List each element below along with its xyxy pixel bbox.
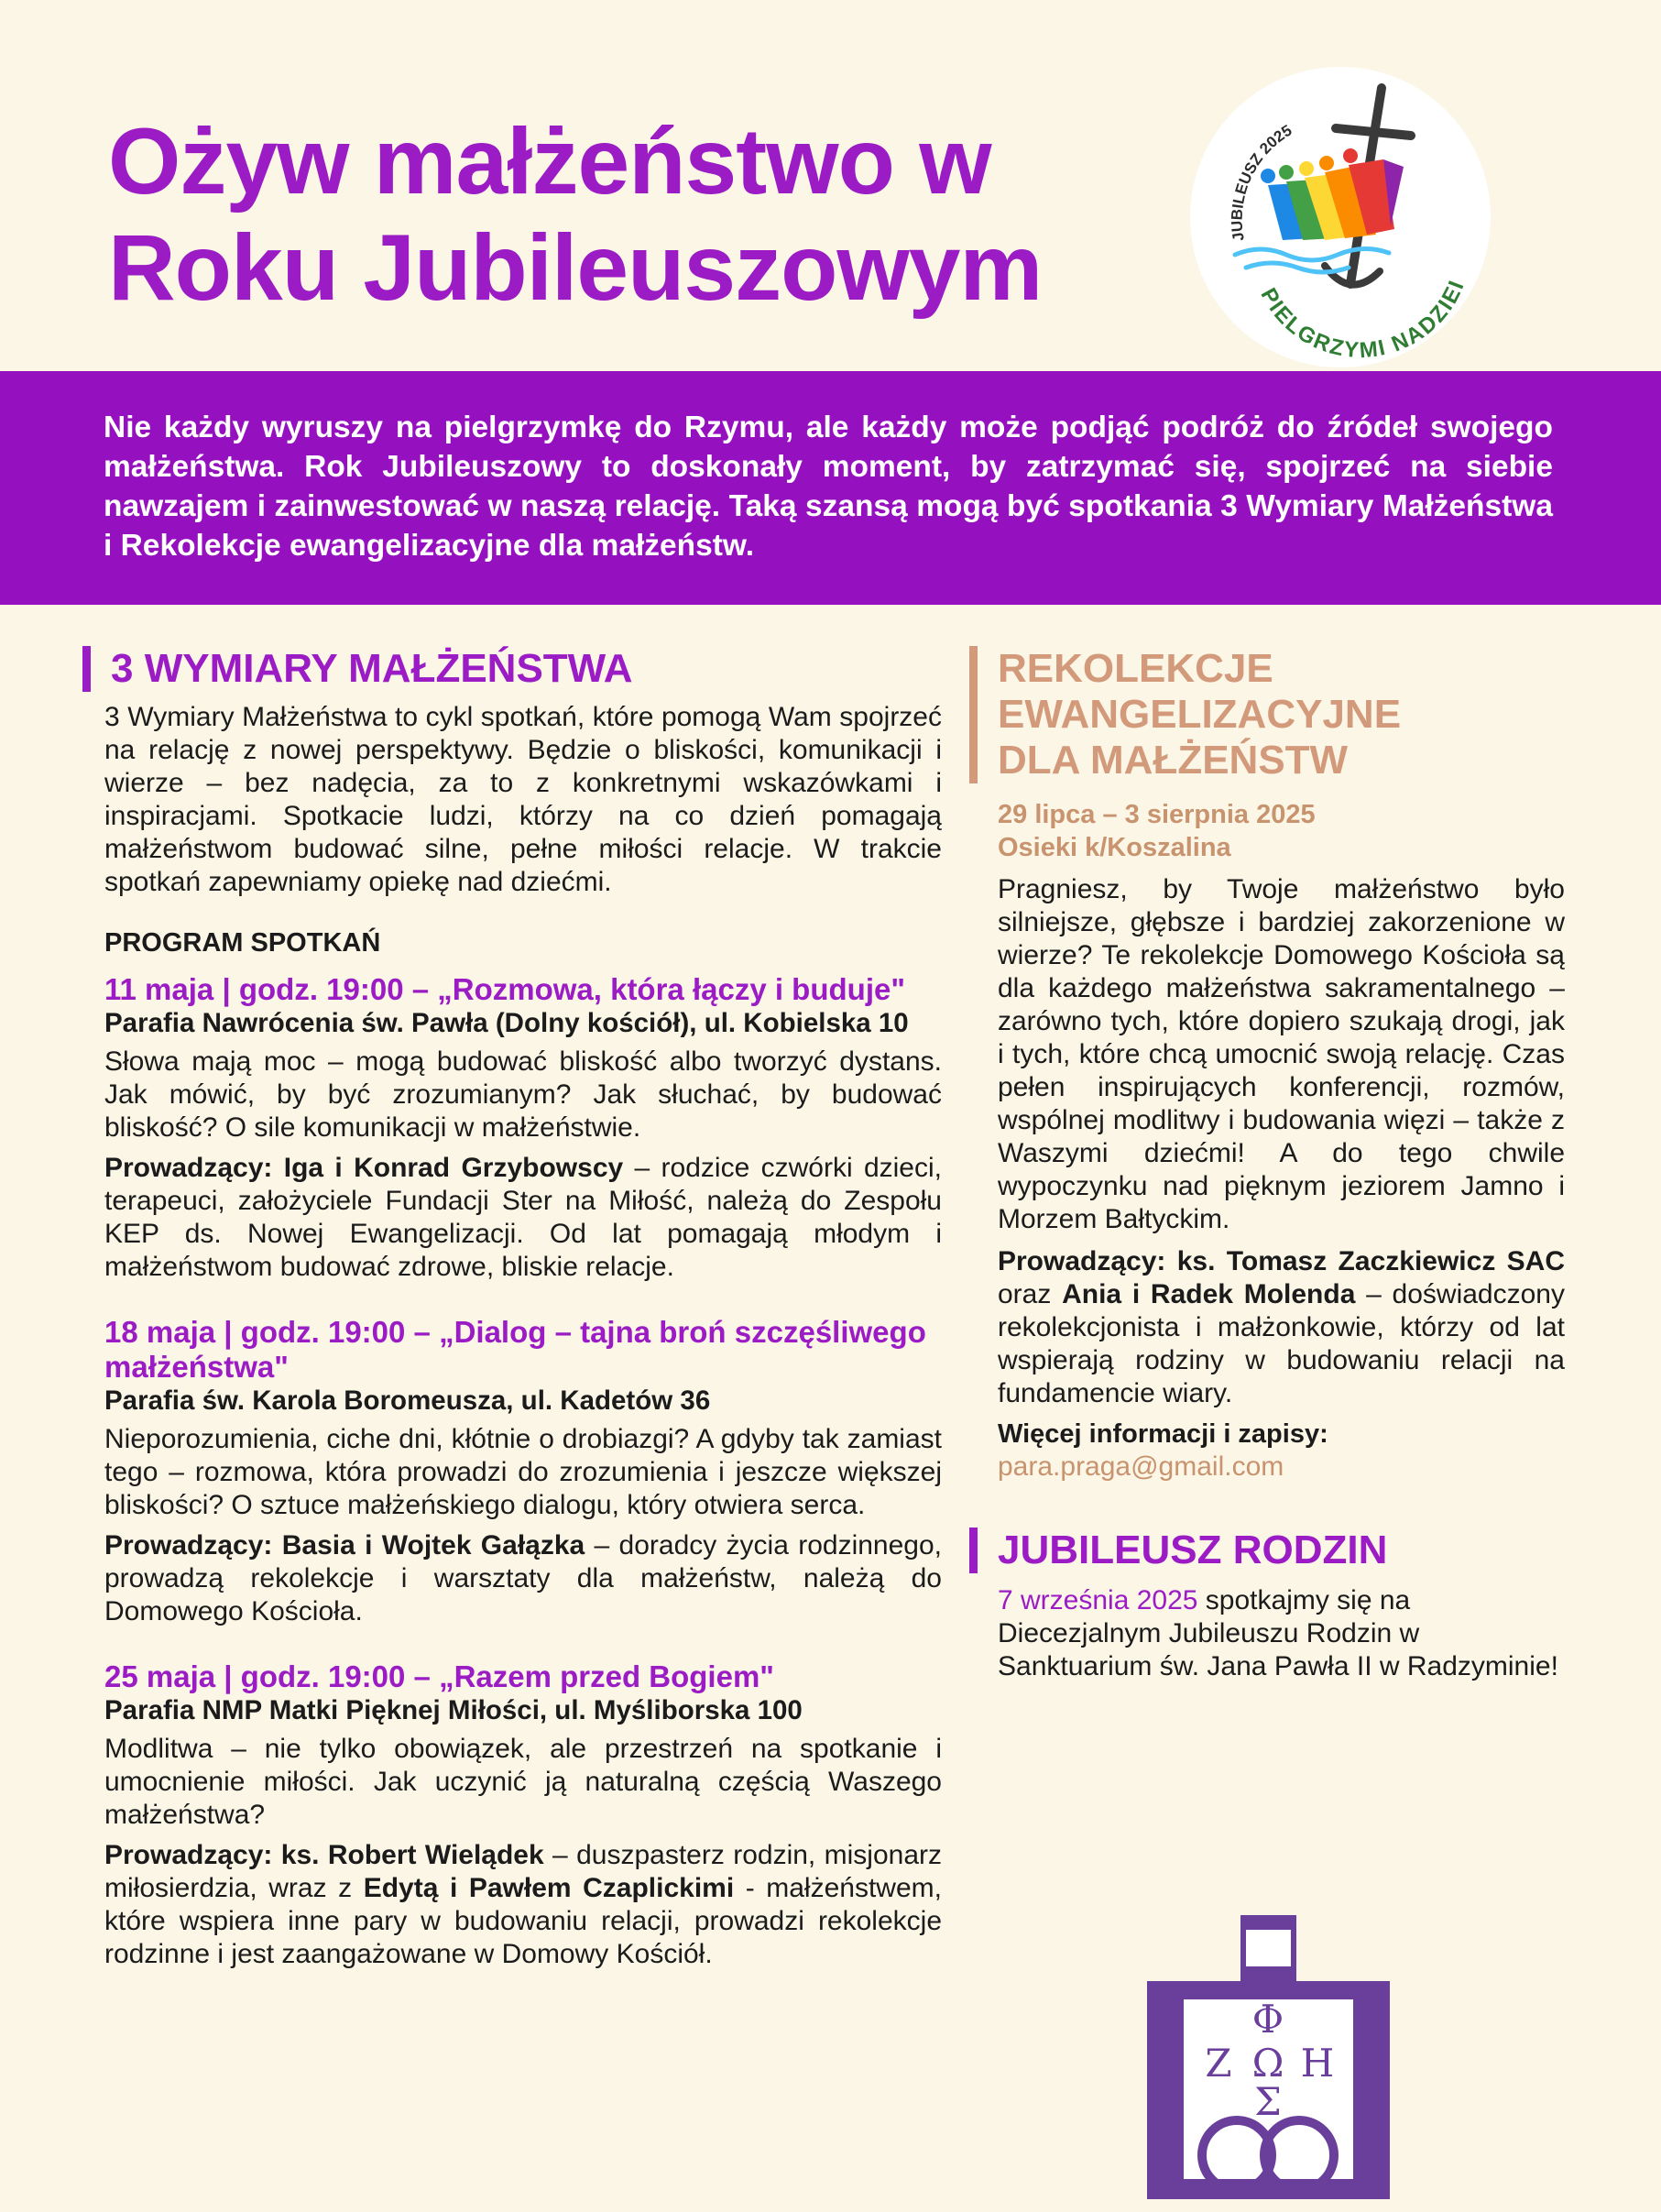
lead-name-1: ks. Tomasz Zaczkiewicz SAC [1176, 1246, 1565, 1276]
rekolekcje-heading-line-3: DLA MAŁŻEŃSTW [998, 738, 1349, 783]
rekolekcje-description: Pragniesz, by Twoje małżeństwo było silniejsze, głębsze i bardziej zakorzenione w wierze? Te rekolekcje Domowego Kościoła są dla każdego małżeństwa sakramentalnego – zarówno tych, które dopiero szukają drogi, jak i tych, które chcą umocnić swoją relację. Czas pełen inspirujących konferencji, rozmów, wspólnej modlitwy i budowania więzi – także z Waszymi dziećmi! A do tego chwile wypoczynku nad pięknym jeziorem Jamno i Morzem Bałtyckim. [998, 874, 1565, 1234]
jubileusz-text [969, 1584, 1565, 1683]
lead-description-2: - małżeństwem, które wspiera inne pary w budowaniu relacji, prowadzi rekolekcje rodzinne i jest zaangażowane w Domowy Kościół. [104, 1873, 942, 1969]
lead-names: Basia i Wojtek Gałązka [281, 1530, 585, 1560]
page-title [108, 108, 1042, 321]
logo-bottom-text: PIELGRZYMI NADZIEI [1255, 276, 1470, 364]
event-title: 18 maja | godz. 19:00 – „Dialog – tajna broń szczęśliwego małżeństwa" [104, 1315, 926, 1384]
event-title: 25 maja | godz. 19:00 – „Razem przed Bogiem" [104, 1659, 774, 1693]
logo-top-text: JUBILEUSZ 2025 [1228, 121, 1295, 243]
lead-description: – rodzice czwórki dzieci, terapeuci, założyciele Fundacji Ster na Miłość, należą do Zespołu KEP ds. Nowej Ewangelizacji. Od lat pomagają młodym i małżeństwom budować zdrowe, bliskie relacje. [104, 1153, 942, 1282]
domowy-kosciol-logo [1147, 1915, 1390, 2199]
jubilee-2025-logo [1187, 64, 1493, 370]
event-lead [104, 1529, 942, 1628]
title-line-2: Roku Jubileuszowym [108, 215, 1043, 320]
jubileusz-date: 7 września 2025 [998, 1585, 1198, 1615]
event-card [82, 1315, 942, 1628]
title-line-1: Ożyw małżeństwo w [108, 109, 991, 214]
lead-description: – doradcy życia rodzinnego, prowadzą rekolekcje i warsztaty dla małżeństw, należą do Domowego Kościoła. [104, 1530, 942, 1626]
jubileusz-body: spotkajmy się na Diecezjalnym Jubileuszu Rodzin w Sanktuarium św. Jana Pawła II w Radzyminie! [998, 1585, 1558, 1681]
event-place: Parafia Nawrócenia św. Pawła (Dolny kościół), ul. Kobielska 10 [104, 1008, 909, 1038]
rekolekcje-heading [969, 646, 1565, 783]
rekolekcje-heading-line-1: REKOLEKCJE [998, 646, 1273, 691]
lead-and: oraz [998, 1279, 1063, 1309]
rekolekcje-date: 29 lipca – 3 sierpnia 2025 [998, 800, 1316, 829]
lead-names: ks. Robert Wielądek [280, 1840, 544, 1870]
rekolekcje-section [969, 646, 1565, 1683]
intro-banner [0, 371, 1661, 605]
lead-description: – doświadczony rekolekcjonista i małżonkowie, którzy od lat wspierają rodziny w budowaniu relacji na fundamencie wiary. [998, 1279, 1565, 1408]
event-title: 11 maja | godz. 19:00 – „Rozmowa, która łączy i buduje" [104, 972, 905, 1006]
rekolekcje-heading-line-2: EWANGELIZACYJNE [998, 692, 1402, 737]
event-lead [104, 1839, 942, 1971]
event-place: Parafia NMP Matki Pięknej Miłości, ul. Myśliborska 100 [104, 1695, 803, 1725]
email-link[interactable]: para.praga@gmail.com [998, 1451, 1284, 1482]
event-place: Parafia św. Karola Boromeusza, ul. Kadetów 36 [104, 1385, 711, 1416]
lead-label: Prowadzący: [104, 1153, 273, 1183]
letter-zeta: Ζ [1205, 2041, 1232, 2086]
letter-eta: Η [1300, 2041, 1335, 2086]
event-lead [104, 1152, 942, 1284]
wymiary-section [82, 646, 942, 1971]
intro-text: Nie każdy wyruszy na pielgrzymkę do Rzymu, ale każdy może podjąć podróż do źródeł swojego małżeństwa. Rok Jubileuszowy to doskonały moment, by zatrzymać się, spojrzeć na siebie nawzajem i zainwestować w naszą relację. Taką szansą mogą być spotkania 3 Wymiary Małżeństwa i Rekolekcje ewangelizacyjne dla małżeństw. [104, 411, 1553, 563]
rekolekcje-lead [998, 1245, 1565, 1410]
lead-names: Iga i Konrad Grzybowscy [283, 1153, 624, 1183]
rekolekcje-place: Osieki k/Koszalina [998, 833, 1231, 862]
lead-name-2: Ania i Radek Molenda [1062, 1279, 1356, 1309]
lead-label: Prowadzący: [104, 1840, 273, 1870]
event-card [82, 972, 942, 1284]
lead-label: Prowadzący: [998, 1246, 1166, 1276]
jubileusz-heading: JUBILEUSZ RODZIN [969, 1528, 1565, 1573]
house-chimney [1246, 1930, 1291, 1966]
letter-sigma: Σ [1254, 2079, 1282, 2124]
wymiary-heading: 3 WYMIARY MAŁŻEŃSTWA [82, 646, 942, 692]
lead-label: Prowadzący: [104, 1530, 273, 1560]
lead-names-2: Edytą i Pawłem Czaplickimi [363, 1873, 735, 1903]
wymiary-intro: 3 Wymiary Małżeństwa to cykl spotkań, które pomogą Wam spojrzeć na relację z nowej perspektywy. Będzie o bliskości, komunikacji i wierze – bez nadęcia, za to z konkretnymi wskazówkami i inspiracjami. Spotkacie ludzi, którzy na co dzień pomagają małżeństwom budować silne, pełne miłości relacje. W trakcie spotkań zapewniamy opiekę nad dziećmi. [104, 702, 942, 897]
letter-omega: Ω [1251, 2041, 1284, 2086]
event-description: Modlitwa – nie tylko obowiązek, ale przestrzeń na spotkanie i umocnienie miłości. Jak uczynić ją naturalną częścią Waszego małżeństwa? [104, 1734, 942, 1830]
event-description: Nieporozumienia, ciche dni, kłótnie o drobiazgi? A gdyby tak zamiast tego – rozmowa, która prowadzi do zrozumienia i jeszcze większej bliskości? O sztuce małżeńskiego dialogu, który otwiera serca. [104, 1424, 942, 1520]
info-label: Więcej informacji i zapisy: [998, 1419, 1328, 1449]
program-label: PROGRAM SPOTKAŃ [104, 928, 381, 958]
lead-description: – duszpasterz rodzin, misjonarz miłosierdzia, wraz z [104, 1840, 943, 1903]
letter-phi: Φ [1251, 1997, 1284, 2042]
event-description: Słowa mają moc – mogą budować bliskość albo tworzyć dystans. Jak mówić, by być zrozumianym? Jak słuchać, by budować bliskość? O sile komunikacji w małżeństwie. [104, 1046, 942, 1143]
event-card [82, 1659, 942, 1971]
